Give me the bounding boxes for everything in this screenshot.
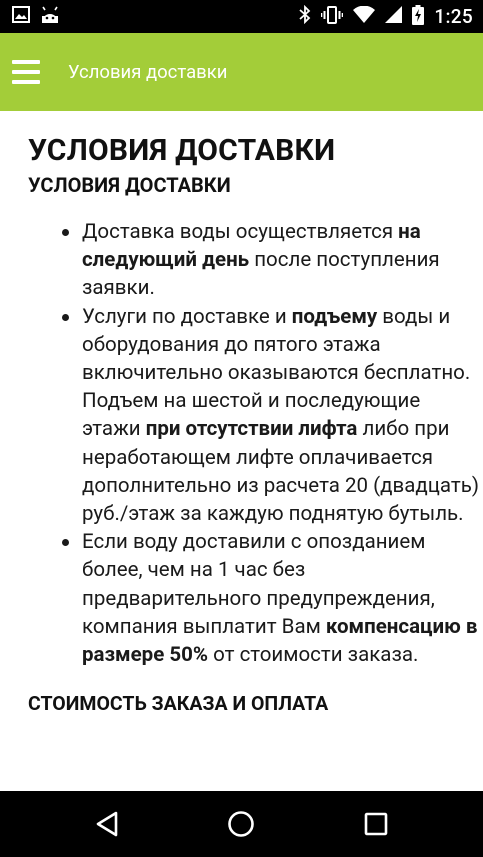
item-bold-text: компенсацию в размере 50% [82,614,478,668]
item-text: либо при неработающем лифте оплачивается дополнительно из расчета 20 (двадцать) руб./этаж за каждую поднятую бутыль. [82,417,480,527]
page-title: УСЛОВИЯ ДОСТАВКИ [28,133,336,168]
item-text: от стоимости заказа. [208,643,419,668]
item-bold-text: на следующий день [82,220,421,273]
hamburger-menu-icon[interactable] [12,60,40,84]
android-icon [40,6,60,28]
bluetooth-icon [299,5,311,28]
status-right [299,5,473,29]
battery-charging-icon [412,5,424,29]
home-circle-icon[interactable] [219,802,263,846]
page-subtitle: УСЛОВИЯ ДОСТАВКИ [28,173,231,197]
item-text: воды и оборудования до пятого этажа включительно оказываются бесплатно. Подъем на шестой и последующие этажи [82,304,471,442]
app-bar-title: Условия доставки [68,61,228,83]
item-text: после поступления заявки. [82,248,440,301]
item-text: Услуги по доставке и [82,304,292,329]
terms-list-item [62,218,482,303]
terms-list [62,218,482,669]
system-nav-bar [0,791,483,857]
item-text: Если воду доставили с опозданием более, чем на 1 час без предварительного предупреждения, компания выплатит Вам [82,530,435,639]
item-text: Доставка воды осуществляется [82,220,399,244]
section-heading-order-cost: СТОИМОСТЬ ЗАКАЗА И ОПЛАТА [28,692,329,716]
status-left [12,6,60,28]
status-bar [0,0,483,33]
vibrate-icon [321,6,343,28]
recents-square-icon[interactable] [354,802,398,846]
terms-list-item [62,528,482,669]
delivery-terms-content[interactable] [0,111,483,791]
status-time: 1:25 [434,5,473,28]
image-icon [12,6,30,27]
item-bold-text: при отсутствии лифта [145,417,358,442]
signal-icon [385,6,402,27]
back-triangle-icon[interactable] [85,802,129,846]
item-bold-text: подъему [291,304,378,329]
terms-list-item [62,303,482,529]
wifi-icon [353,6,375,27]
app-bar [0,33,483,111]
